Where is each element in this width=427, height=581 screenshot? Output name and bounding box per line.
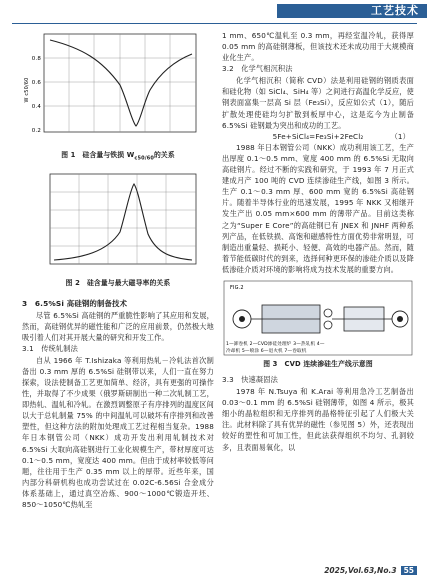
subsection-heading-3-2: 3.2 化学气相沉积法 bbox=[222, 64, 293, 74]
paragraph: 自从 1966 年 T.Ishizaka 等利用热轧－冷轧法首次制备出 0.3 mm 厚的 6.5%Si 硅钢带以来，人们一直在努力探索，设法使制备工艺更加简单、经济，具有更强的可操作性，并取得了不少成果（俄罗斯研制出一种二次轧制工艺，即热轧、温轧和冷轧。在激烈调整原子有序排列的温度区间以大于总轧制量 75% 的中间温轧可以破坏有序排列和改善塑性，但这种方法的附加处理成工艺过程相当复杂。1988 年日本钢管公司（NKK）成功开发出利用轧制技术对 6.5%Si 大取向高硅钢进行工业化规模生产，带材厚度可达 0.1～0.5 mm，宽度达 400 mm。但由于成材率较低等问题，往往用于生产 0.35 mm 以上的厚带。近些年来，国内部分科研机构也成功尝试过在 0.02C-6.56Si 合金成分体系基础上，通过真空冶炼、900～1000℃锻造开坯、850～1050℃热轧至 bbox=[22, 355, 214, 510]
figure1-caption: 图 1 硅含量与铁损 $W_{c50/60}$的关系 bbox=[61, 151, 175, 162]
page-header bbox=[0, 0, 427, 20]
paragraph: 1978 年 N.Tsuya 和 K.Arai 等利用急冷工艺制备出 0.03～0.1 mm 的 6.5%Si 硅钢薄带，如图 4 所示，极其细小的晶粒组织和无序排列的晶格特征引起了人们极大关注。此材料除了具有优异的磁性（参见图 5）外，还表现出较好的塑性和可加工性，但此法获得组织不均匀、孔洞较多，且表面易氧化，以 bbox=[222, 387, 414, 452]
header-rule bbox=[12, 23, 417, 24]
subsection-heading-3-1: 3.1 传统轧制法 bbox=[22, 343, 78, 353]
paragraph: 尽管 6.5%Si 高硅钢的严重脆性影响了其应用和发展，然而，高硅钢优异的磁性能和广泛的应用前景，仍然极大地吸引着人们对其开展大量的研究和开发工作。 bbox=[22, 310, 214, 342]
fig1-ytick: 0.6 bbox=[31, 80, 41, 86]
paragraph: 化学气相沉积（简称 CVD）法是利用硅钢的钢质表面和硅化物（如 SiCl₄、SiH₄ 等）之间进行高温化学反应，使钢表面富集一层高 Si 层（Fe₃Si），反应如公式（1），随后扩散处理使硅均匀扩散到板厚中心，这是迄今为止制备 6.5%Si 硅钢最为突出和成功的工艺。 bbox=[222, 76, 414, 130]
fig1-ytick: 0.4 bbox=[31, 104, 41, 110]
paragraph: 1 mm、650℃温轧至 0.3 mm，再经室温冷轧，获得厚 0.05 mm 的高硅钢薄板，但该技术还未成功用于大规模商业化生产。 bbox=[222, 31, 414, 63]
subsection-heading-3-3: 3.3 快速凝固法 bbox=[222, 375, 278, 385]
fig3-legend: 冷却机 5—喷涂 6—退火机 7—卷取机 bbox=[226, 348, 307, 354]
equation bbox=[222, 131, 414, 142]
fig1-ytick: 0.2 bbox=[31, 128, 41, 134]
journal-issue: 2025,Vol.63,No.3 bbox=[324, 566, 397, 575]
paragraph: 1988 年日本钢管公司（NKK）成功利用该工艺，生产出厚度 0.1～0.5 mm、宽度 400 mm 的 6.5%Si 无取向高硅钢片。经过不断的实践和研究，于 1993 年 7 月正式建成月产 100 吨的 CVD 连续渗硅生产线，如图 3 所示。生产 0.1～0.3 mm 厚、600 mm 宽的 6.5%Si 高硅钢片。随着半导体行业的迅速发展，1995 年 NKK 又相继开发生产出 0.05 mm×600 mm 的薄带产品。目前这类称之为“Super E Core”的高硅钢已有 JNEX 和 JNHF 两种系列产品，在低铁损、高饱和磁感特性方面优势非常明显，可制造出重量轻、损耗小、轻便、高效的电器产品。然而，随着节能低碳时代的到来，选择何种更环保的渗硅介质以及降低渗硅介质对环境的影响将成为技术发展的重要方向。 bbox=[222, 142, 414, 274]
figure3-diagram bbox=[222, 279, 414, 357]
section-title: 工艺技术 bbox=[371, 4, 419, 17]
fig3-label: FIG.2 bbox=[230, 284, 244, 291]
fig3-legend: 1—卸卷机 2—CVD渗硅处理炉 3—热轧机 4— bbox=[226, 341, 325, 347]
section-heading-3: 3 6.5%Si 高硅钢的制备技术 bbox=[22, 298, 128, 308]
fig1-ylabel: W c50/60 bbox=[24, 77, 30, 103]
equation-body: 5Fe+SiCl₄=Fe₃Si+2FeCl₂ bbox=[272, 131, 364, 141]
figure3-caption: 图 3 CVD 连续渗硅生产线示意图 bbox=[263, 359, 373, 368]
right-column bbox=[222, 30, 414, 453]
fig1-ytick: 0.8 bbox=[31, 56, 41, 62]
page-number: 55 bbox=[401, 566, 417, 575]
page-footer bbox=[324, 566, 417, 575]
figure2-caption: 图 2 硅含量与最大磁导率的关系 bbox=[65, 279, 171, 288]
figure2-chart bbox=[22, 172, 214, 276]
figure1-chart bbox=[22, 30, 214, 148]
left-column bbox=[22, 30, 214, 510]
equation-number: （1） bbox=[390, 131, 410, 141]
